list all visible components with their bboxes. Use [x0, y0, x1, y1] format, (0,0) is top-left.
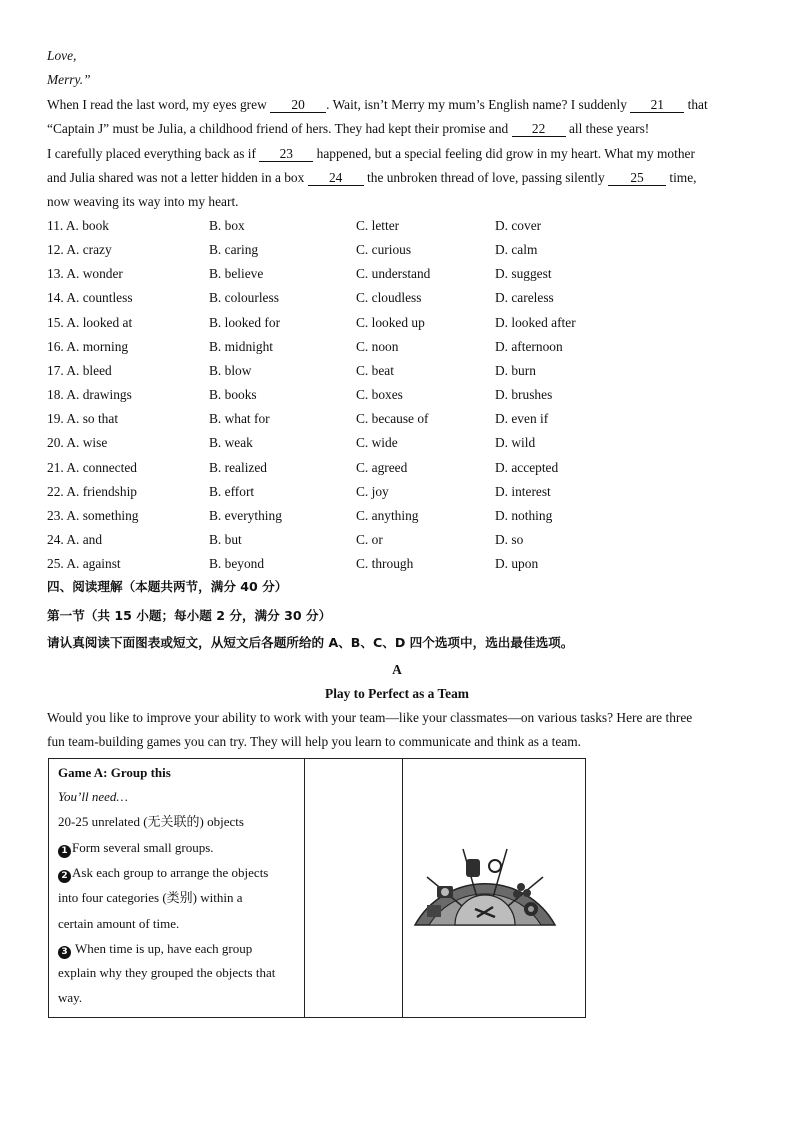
option-d: D. brushes — [495, 387, 553, 402]
passage-line-5: now weaving its way into my heart. — [47, 194, 239, 209]
step-text: Ask each group to arrange the objects — [72, 865, 269, 880]
game-a-cell — [49, 759, 305, 1018]
option-b: B. looked for — [209, 314, 281, 330]
option-b: B. but — [209, 532, 242, 547]
passage-text: “Captain J” must be Julia, a childhood friend of hers. They had kept their promise and — [47, 121, 512, 136]
option-d: D. calm — [495, 242, 538, 258]
game-a-step-2-cont: certain amount of time. — [58, 916, 180, 931]
passage-text: and Julia shared was not a letter hidden in a box — [47, 170, 308, 185]
game-a-step-2-cont: into four categories (类别) within a — [58, 890, 243, 905]
option-b: B. effort — [209, 483, 255, 499]
option-c: C. letter — [356, 218, 400, 233]
passage-text: When I read the last word, my eyes grew — [47, 97, 271, 112]
option-b: B. believe — [209, 266, 264, 282]
option-c: C. curious — [356, 242, 412, 258]
option-c: C. understand — [356, 266, 431, 282]
blank-24: 24 — [308, 171, 364, 186]
step-number-icon: 3 — [58, 946, 71, 959]
reading-letter: A — [392, 662, 402, 677]
letter-closing: Love, — [47, 48, 77, 63]
option-b: B. caring — [209, 242, 259, 258]
passage-line-3 — [47, 146, 695, 162]
option-c: C. wide — [356, 435, 398, 451]
game-a-step-3-cont: explain why they grouped the objects that — [58, 965, 276, 980]
option-c: C. or — [356, 532, 383, 547]
option-a: 15. A. looked at — [47, 314, 133, 330]
option-d: D. interest — [495, 483, 551, 499]
passage-text: that — [684, 97, 708, 112]
games-table — [48, 758, 586, 1018]
option-a: 22. A. friendship — [47, 483, 138, 499]
passage-line-2 — [47, 121, 649, 137]
option-c: C. because of — [356, 411, 429, 427]
passage-text: the unbroken thread of love, passing silently — [363, 170, 609, 185]
option-a: 21. A. connected — [47, 459, 137, 475]
book-icon — [427, 905, 441, 917]
option-b: B. weak — [209, 435, 253, 451]
option-b: B. box — [209, 218, 245, 233]
option-d: D. cover — [495, 218, 542, 233]
section-part1: 第一节（共 15 小题；每小题 2 分，满分 30 分） — [47, 608, 332, 623]
option-c: C. cloudless — [356, 290, 422, 306]
option-c: C. looked up — [356, 314, 425, 330]
option-d: D. so — [495, 532, 524, 547]
game-a-step-1 — [58, 840, 214, 858]
option-c: C. noon — [356, 338, 399, 354]
option-d: D. nothing — [495, 507, 553, 523]
option-a: 12. A. crazy — [47, 242, 112, 258]
option-c: C. boxes — [356, 387, 403, 402]
blank-23: 23 — [259, 147, 313, 162]
passage-text: happened, but a special feeling did grow in my heart. What my mother — [313, 146, 695, 161]
passage-text: all these years! — [565, 121, 650, 136]
reading-intro-1: Would you like to improve your ability to work with your team—like your classmates—on various tasks? Here are three — [47, 710, 693, 725]
option-d: D. suggest — [495, 266, 552, 282]
option-b: B. midnight — [209, 338, 273, 354]
option-c: C. beat — [356, 362, 394, 378]
step-text: Form several small groups. — [72, 840, 214, 855]
option-b: B. colourless — [209, 290, 279, 306]
option-a: 19. A. so that — [47, 411, 119, 427]
game-a-step-3 — [58, 941, 252, 959]
reading-title: Play to Perfect as a Team — [325, 686, 469, 701]
option-c: C. through — [356, 556, 414, 572]
game-a-title: Game A: Group this — [58, 765, 171, 780]
option-b: B. beyond — [209, 556, 265, 572]
reading-intro-2: fun team-building games you can try. They will help you learn to communicate and think as a team. — [47, 734, 581, 749]
option-d: D. accepted — [495, 459, 559, 475]
passage-line-4 — [47, 170, 697, 186]
backpack-icon — [466, 859, 480, 877]
option-a: 25. A. against — [47, 556, 121, 572]
passage-line-1 — [47, 97, 708, 113]
empty-cell — [305, 759, 403, 1018]
option-c: C. anything — [356, 507, 419, 523]
illustration-cell — [403, 759, 586, 1018]
blank-21: 21 — [630, 98, 684, 113]
section-instruction: 请认真阅读下面图表或短文，从短文后各题所给的 A、B、C、D 四个选项中，选出最佳选项。 — [47, 635, 574, 650]
option-a: 17. A. bleed — [47, 362, 112, 378]
option-c: C. joy — [356, 483, 389, 499]
option-b: B. what for — [209, 411, 270, 427]
option-d: D. wild — [495, 435, 536, 451]
game-a-need: You’ll need… — [58, 789, 128, 804]
blank-25: 25 — [608, 171, 666, 186]
passage-text: . Wait, isn’t Merry my mum’s English name? I suddenly — [326, 97, 631, 112]
passage-text: time, — [666, 170, 697, 185]
step-number-icon: 1 — [58, 845, 71, 858]
blank-20: 20 — [270, 98, 326, 113]
section-heading: 四、阅读理解（本题共两节，满分 40 分） — [47, 579, 288, 594]
step-number-icon: 2 — [58, 870, 71, 883]
letter-signature: Merry.” — [47, 72, 91, 87]
option-d: D. looked after — [495, 314, 576, 330]
step-text: When time is up, have each group — [72, 941, 253, 956]
option-d: D. burn — [495, 362, 536, 378]
option-a: 11. A. book — [47, 218, 109, 233]
option-a: 16. A. morning — [47, 338, 129, 354]
option-b: B. everything — [209, 507, 282, 523]
game-a-items: 20-25 unrelated (无关联的) objects — [58, 814, 244, 829]
option-b: B. books — [209, 387, 257, 402]
option-a: 18. A. drawings — [47, 387, 132, 402]
option-d: D. afternoon — [495, 338, 563, 354]
option-a: 14. A. countless — [47, 290, 133, 306]
grapes-icon — [517, 883, 525, 891]
option-a: 20. A. wise — [47, 435, 108, 451]
game-a-step-2 — [58, 865, 268, 883]
blank-22: 22 — [512, 122, 566, 137]
option-d: D. upon — [495, 556, 539, 572]
option-c: C. agreed — [356, 459, 408, 475]
option-a: 23. A. something — [47, 507, 139, 523]
option-a: 13. A. wonder — [47, 266, 123, 282]
semicircle-objects-illustration — [403, 759, 585, 1017]
option-a: 24. A. and — [47, 532, 103, 547]
option-b: B. realized — [209, 459, 267, 475]
passage-text: I carefully placed everything back as if — [47, 146, 260, 161]
option-d: D. careless — [495, 290, 554, 306]
option-d: D. even if — [495, 411, 549, 427]
option-b: B. blow — [209, 362, 252, 378]
game-a-step-3-cont: way. — [58, 990, 83, 1005]
ring-icon — [489, 860, 501, 872]
